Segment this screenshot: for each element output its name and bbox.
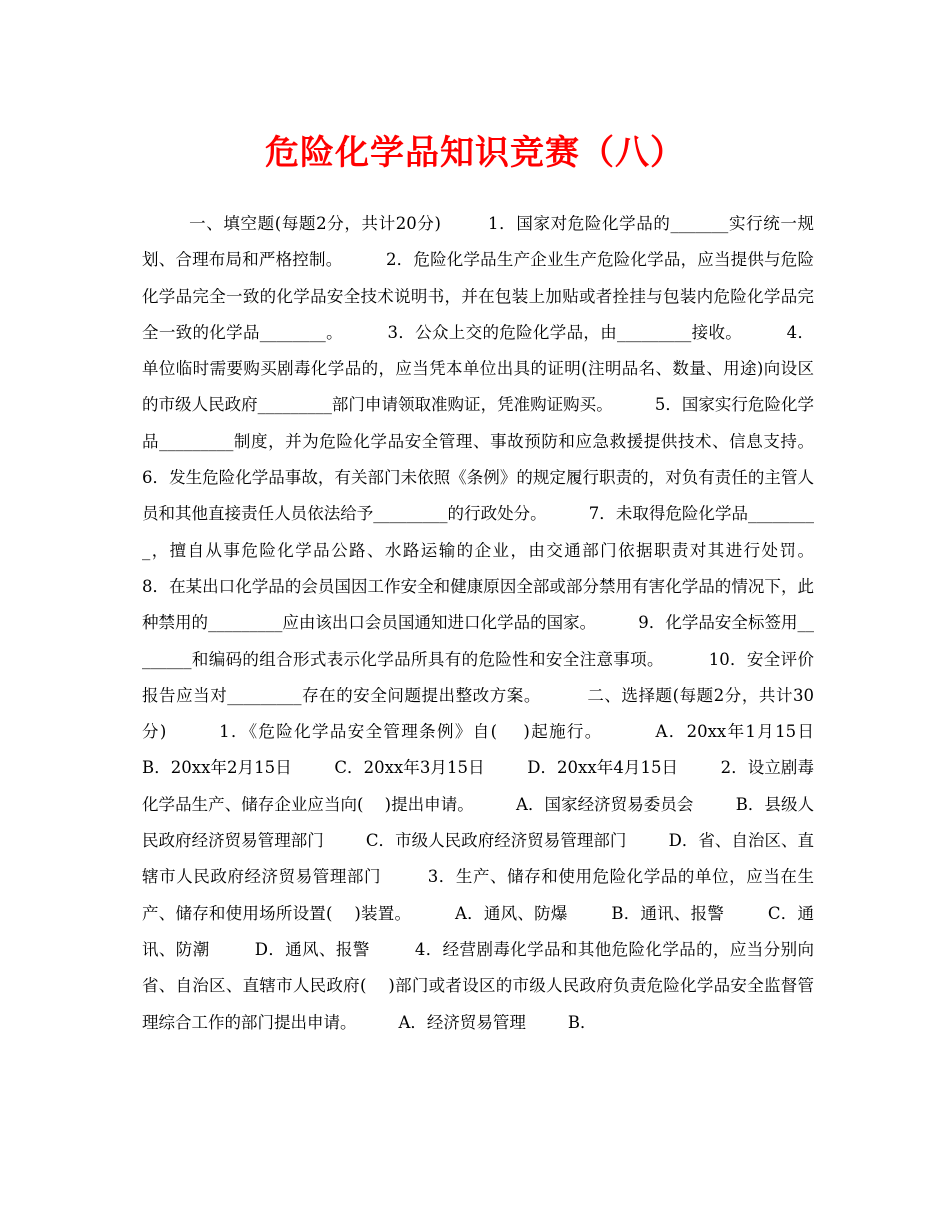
document-body: 一、填空题(每题2分，共计20分) 1．国家对危险化学品的_______实行统一规划、合理布局和严格控制。 2．危险化学品生产企业生产危险化学品，应当提供与危险化学品完全一致的化学品安全技术说明书，并在包装上加贴或者拴挂与包装内危险化学品完全一致的化学品________。 3．公众上交的危险化学品，由_________接收。 4．单位临时需要购买剧毒化学品的，应当凭本单位出具的证明(注明品名、数量、用途)向设区的市级人民政府_________部门申请领取准购证，凭准购证购买。 5．国家实行危险化学品_________制度，并为危险化学品安全管理、事故预防和应急救援提供技术、信息支持。 6．发生危险化学品事故，有关部门未依照《条例》的规定履行职责的，对负有责任的主管人员和其他直接责任人员依法给予_________的行政处分。 7．未取得危险化学品_________，擅自从事危险化学品公路、水路运输的企业，由交通部门依据职责对其进行处罚。 8．在某出口化学品的会员国因工作安全和健康原因全部或部分禁用有害化学品的情况下，此种禁用的_________应由该出口会员国通知进口化学品的国家。 9．化学品安全标签用________和编码的组合形式表示化学品所具有的危险性和安全注意事项。 10．安全评价报告应当对_________存在的安全问题提出整改方案。 二、选择题(每题2分，共计30分) 1．《危险化学品安全管理条例》自( )起施行。 A．20xx年1月15日 B．20xx年2月15日 C．20xx年3月15日 D．20xx年4月15日 2．设立剧毒化学品生产、储存企业应当向( )提出申请。 A．国家经济贸易委员会 B．县级人民政府经济贸易管理部门 C．市级人民政府经济贸易管理部门 D．省、自治区、直辖市人民政府经济贸易管理部门 3．生产、储存和使用危险化学品的单位，应当在生产、储存和使用场所设置( )装置。 A．通风、防爆 B．通讯、报警 C．通讯、防潮 D．通风、报警 4．经营剧毒化学品和其他危险化学品的，应当分别向省、自治区、直辖市人民政府( )部门或者设区的市级人民政府负责危险化学品安全监督管理综合工作的部门提出申请。 A．经济贸易管理 B．	[142, 214, 856, 1032]
document-title: 危险化学品知识竞赛（八）	[265, 133, 685, 173]
